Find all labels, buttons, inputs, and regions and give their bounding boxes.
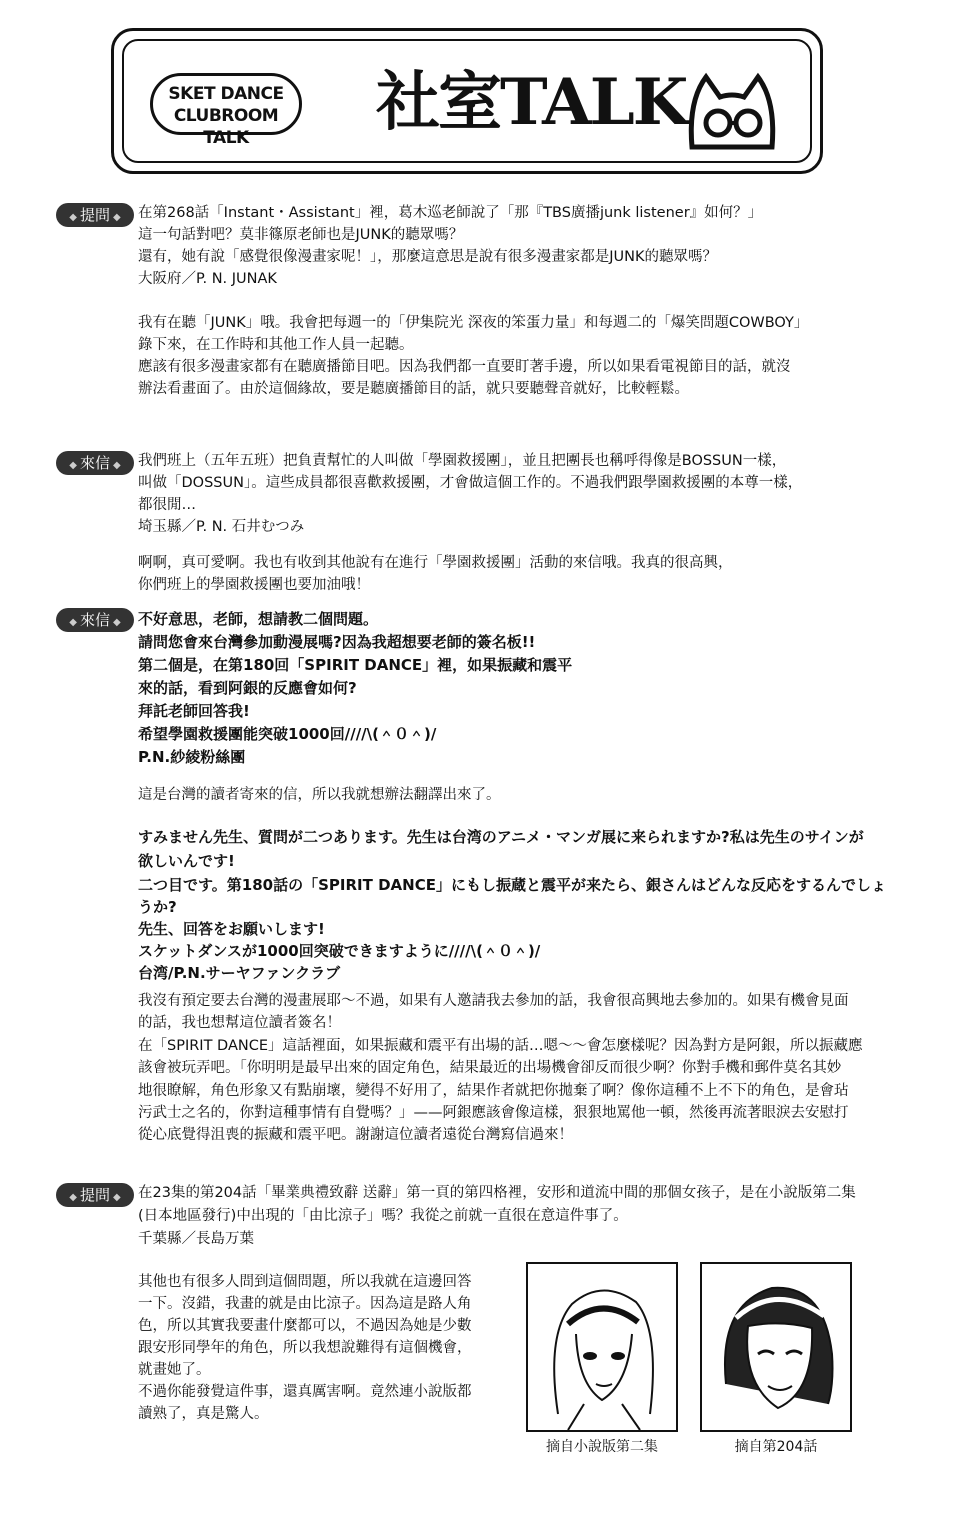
answer-line: 其他也有很多人問到這個問題，所以我就在這邊回答 <box>138 1274 472 1290</box>
answer-line: 錄下來，在工作時和其他工作人員一起聽。 <box>138 337 414 353</box>
tag-label: 來信 <box>79 611 110 629</box>
letter-tag: ◆ 來信 ◆ <box>56 451 134 475</box>
answer-line: 我沒有預定要去台灣的漫畫展耶～不過，如果有人邀請我去參加的話，我會很高興地去參加的。如果有機會見面 <box>138 993 849 1009</box>
answer-line: 跟安形同學年的角色，所以我想說難得有這個機會， <box>138 1340 472 1356</box>
question-line: 在第268話「Instant・Assistant」裡，葛木巡老師說了「那『TBS廣播junk listener』如何？」 <box>138 205 763 221</box>
answer-line: 讀熟了，真是驚人。 <box>138 1406 269 1422</box>
girl-portrait-1 <box>528 1264 676 1430</box>
answer-line: 地很瞭解，角色形象又有點崩壞，變得不好用了，結果作者就把你拋棄了啊？像你這種不上不下的角色，是會玷 <box>138 1083 849 1099</box>
answer-line: 應該有很多漫畫家都有在聽廣播節目吧。因為我們都一直要盯著手邊，所以如果看電視節目的話，就沒 <box>138 359 791 375</box>
sender-line: 埼玉縣／P. N. 石井むつみ <box>138 519 305 535</box>
sender-line: P.N.紗綾粉絲團 <box>138 748 246 766</box>
sender-line: 大阪府／P. N. JUNAK <box>138 271 277 287</box>
letter-line: 叫做「DOSSUN」。這些成員都很喜歡救援團，才會做這個工作的。不過我們跟學園救援團的本尊一樣， <box>138 475 803 491</box>
japanese-line: スケットダンスが1000回突破できますように////\(＾０＾)/ <box>138 942 541 960</box>
answer-line: 的話，我也想幫這位讀者簽名！ <box>138 1015 341 1031</box>
japanese-line: すみません先生、質問が二つあります。先生は台湾のアニメ・マンガ展に来られますか?私は先生のサインが <box>138 828 864 846</box>
answer-line: 辦法看畫面了。由於這個緣故，要是聽廣播節目的話，就只要聽聲音就好，比較輕鬆。 <box>138 381 689 397</box>
tag-label: 提問 <box>79 1186 110 1204</box>
series-badge <box>150 73 302 148</box>
answer-line: 就畫她了。 <box>138 1362 211 1378</box>
header-frame <box>111 28 823 174</box>
answer-line: 從心底覺得沮喪的振藏和震平吧。謝謝這位讀者遠從台灣寫信過來！ <box>138 1127 573 1143</box>
question-tag: ◆ 提問 ◆ <box>56 1183 134 1207</box>
letter-line: 請問您會來台灣參加動漫展嗎?因為我超想要老師的簽名板!! <box>138 633 536 651</box>
letter-line: 不好意思，老師，想請教二個問題。 <box>138 610 379 628</box>
badge-line2: CLUBROOM TALK <box>173 106 279 148</box>
answer-line: 污武士之名的，你對這種事情有自覺嗎？」——阿銀應該會像這樣，狠狠地罵他一頓，然後再流著眼淚去安慰打 <box>138 1105 849 1121</box>
tag-label: 提問 <box>79 206 110 224</box>
answer-line: 在「SPIRIT DANCE」這話裡面，如果振藏和震平有出場的話…嗯～～會怎麼樣呢？因為對方是阿銀，所以振藏應 <box>138 1038 863 1054</box>
question-line: 還有，她有說「感覺很像漫畫家呢！」，那麼這意思是說有很多漫畫家都是JUNK的聽眾嗎？ <box>138 249 717 265</box>
answer-line: 一下。沒錯，我畫的就是由比涼子。因為這是路人角 <box>138 1296 472 1312</box>
illustration-novel <box>526 1262 678 1432</box>
japanese-line: 欲しいんです! <box>138 852 235 870</box>
caption-chapter: 摘自第204話 <box>734 1439 818 1455</box>
sender-line: 千葉縣／長島万葉 <box>138 1231 254 1247</box>
letter-tag: ◆ 來信 ◆ <box>56 608 134 632</box>
letter-line: 拜託老師回答我! <box>138 702 250 720</box>
answer-line: 不過你能發覺這件事，還真厲害啊。竟然連小說版都 <box>138 1384 472 1400</box>
answer-line: 啊啊，真可愛啊。我也有收到其他說有在進行「學園救援團」活動的來信哦。我真的很高興， <box>138 555 733 571</box>
badge-line1: SKET DANCE <box>168 84 284 104</box>
question-line: 這一句話對吧？莫非篠原老師也是JUNK的聽眾嗎？ <box>138 227 464 243</box>
caption-novel: 摘自小說版第二集 <box>546 1439 658 1455</box>
answer-line: 我有在聽「JUNK」哦。我會把每週一的「伊集院光 深夜的笨蛋力量」和每週二的「爆笑問題COWBOY」 <box>138 315 809 331</box>
japanese-line: 二つ目です。第180話の「SPIRIT DANCE」にもし振蔵と震平が来たら、銀さんはどんな反応をするんでしょ <box>138 876 886 894</box>
answer-line: 色，所以其實我要畫什麼都可以，不過因為她是少數 <box>138 1318 472 1334</box>
question-line: (日本地區發行)中出現的「由比涼子」嗎？我從之前就一直很在意這件事了。 <box>138 1208 628 1224</box>
japanese-line: 先生、回答をお願いします! <box>138 920 325 938</box>
sender-line: 台湾/P.N.サーヤファンクラブ <box>138 964 341 982</box>
letter-line: 第二個是，在第180回「SPIRIT DANCE」裡，如果振藏和震平 <box>138 656 573 674</box>
translator-note: 這是台灣的讀者寄來的信，所以我就想辦法翻譯出來了。 <box>138 787 501 803</box>
letter-line: 我們班上（五年五班）把負責幫忙的人叫做「學園救援團」，並且把團長也稱呼得像是BOSSUN一樣， <box>138 453 787 469</box>
question-line: 在23集的第204話「畢業典禮致辭 送辭」第一頁的第四格裡，安形和道流中間的那個女孩子，是在小說版第二集 <box>138 1185 856 1201</box>
letter-line: 來的話，看到阿銀的反應會如何? <box>138 679 357 697</box>
japanese-line: うか? <box>138 898 177 916</box>
page-title: 社室TALK <box>376 65 687 140</box>
letter-line: 都很閒… <box>138 497 196 513</box>
answer-line: 該會被玩弄吧。「你明明是最早出來的固定角色，結果最近的出場機會卻反而很少啊？你對手機和郵件莫名其妙 <box>138 1060 842 1076</box>
girl-portrait-2 <box>702 1264 850 1430</box>
tag-label: 來信 <box>79 454 110 472</box>
answer-line: 你們班上的學園救援團也要加油哦！ <box>138 577 370 593</box>
question-tag: ◆ 提問 ◆ <box>56 203 134 227</box>
glasses-cat-icon <box>686 71 778 151</box>
illustration-chapter-204 <box>700 1262 852 1432</box>
letter-line: 希望學園救援團能突破1000回////\(＾０＾)/ <box>138 725 437 743</box>
